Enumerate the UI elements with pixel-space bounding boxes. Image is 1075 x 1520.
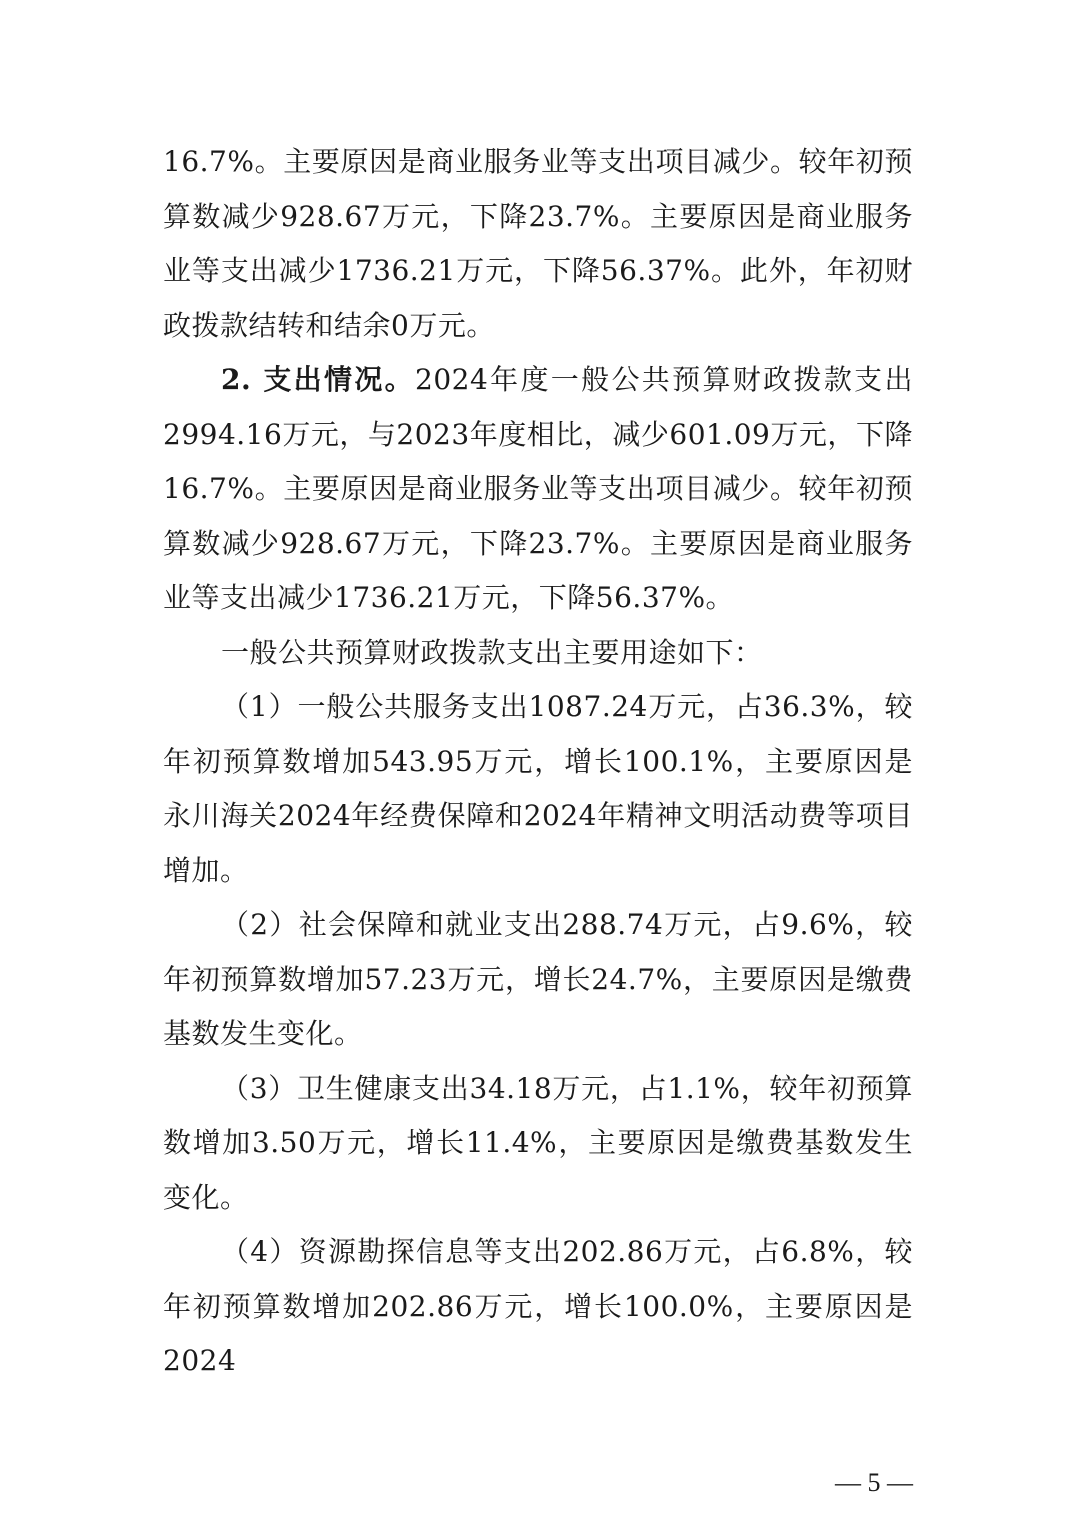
page-number: — 5 — xyxy=(835,1468,913,1497)
paragraph-text: （3）卫生健康支出34.18万元，占1.1%，较年初预算数增加3.50万元，增长11.4%，主要原因是缴费基数发生变化。 xyxy=(163,1071,913,1214)
paragraph-usage-intro xyxy=(163,626,913,681)
paragraph-item-2 xyxy=(163,898,913,1062)
paragraph-text: （4）资源勘探信息等支出202.86万元，占6.8%，较年初预算数增加202.86万元，增长100.0%，主要原因是2024 xyxy=(163,1235,913,1377)
paragraph-expenditure-overview xyxy=(163,353,913,626)
paragraph-text: （1）一般公共服务支出1087.24万元，占36.3%，较年初预算数增加543.95万元，增长100.1%，主要原因是永川海关2024年经费保障和2024年精神文明活动费等项目增加。 xyxy=(163,690,913,887)
paragraph-income-continued xyxy=(163,135,913,353)
paragraph-text: 一般公共预算财政拨款支出主要用途如下： xyxy=(221,635,763,669)
document-body xyxy=(163,135,913,1389)
paragraph-text: （2）社会保障和就业支出288.74万元，占9.6%，较年初预算数增加57.23万元，增长24.7%，主要原因是缴费基数发生变化。 xyxy=(163,908,913,1050)
paragraph-text: 2024年度一般公共预算财政拨款支出2994.16万元，与2023年度相比，减少601.09万元，下降16.7%。主要原因是商业服务业等支出项目减少。较年初预算数减少928.67万元，下降23.7%。主要原因是商业服务业等支出减少1736.21万元，下降56.37%。 xyxy=(163,363,914,614)
paragraph-item-4 xyxy=(163,1225,913,1389)
paragraph-text: 16.7%。主要原因是商业服务业等支出项目减少。较年初预算数减少928.67万元，下降23.7%。主要原因是商业服务业等支出减少1736.21万元，下降56.37%。此外，年初财政拨款结转和结余0万元。 xyxy=(163,145,913,342)
paragraph-item-3 xyxy=(163,1062,913,1226)
paragraph-item-1 xyxy=(163,680,913,898)
section-heading: 2. 支出情况。 xyxy=(221,363,416,396)
